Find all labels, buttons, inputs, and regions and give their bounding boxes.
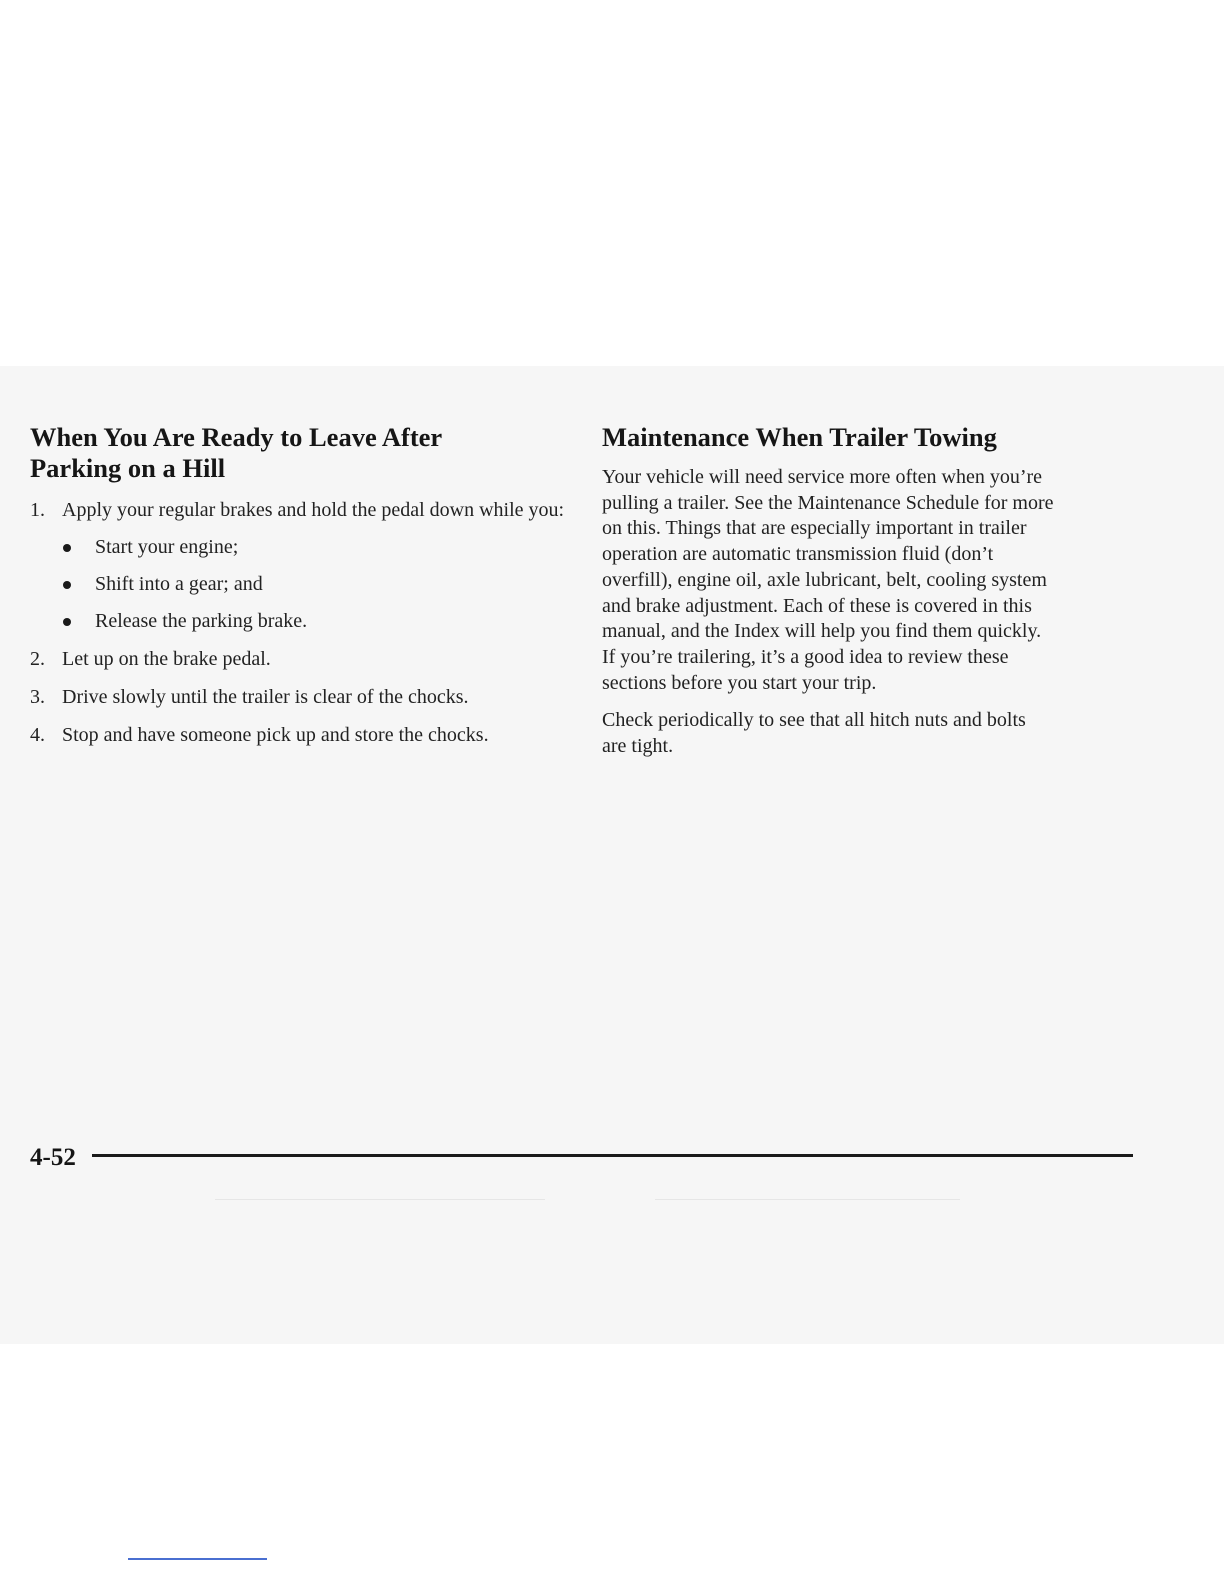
faint-divider	[655, 1199, 960, 1200]
step-text: Drive slowly until the trailer is clear of the chocks.	[62, 686, 469, 708]
paragraph-line: are tight.	[602, 735, 674, 758]
bullet-icon	[63, 544, 71, 552]
paragraph-line: overfill), engine oil, axle lubricant, belt, cooling system	[602, 568, 1047, 591]
bullet-icon	[63, 581, 71, 589]
step-number: 3.	[30, 686, 45, 708]
step-item	[30, 647, 570, 672]
footer-divider	[92, 1154, 1133, 1157]
section-heading-maintenance: Maintenance When Trailer Towing	[602, 422, 997, 452]
section-heading-leave-hill	[30, 422, 570, 484]
step-text: Stop and have someone pick up and store the chocks.	[62, 724, 489, 746]
maintenance-paragraph	[602, 465, 1142, 696]
paragraph-line: operation are automatic transmission fluid (don’t	[602, 543, 994, 566]
paragraph-line: sections before you start your trip.	[602, 671, 877, 694]
faint-divider	[215, 1199, 545, 1200]
bullet-list	[62, 535, 570, 634]
bullet-item	[62, 609, 570, 634]
step-item	[30, 723, 570, 748]
bullet-text: Start your engine;	[95, 536, 239, 558]
paragraph-line: and brake adjustment. Each of these is covered in this	[602, 594, 1032, 617]
heading-line-2: Parking on a Hill	[30, 453, 226, 483]
step-text: Apply your regular brakes and hold the pedal down while you:	[62, 499, 565, 521]
left-column	[30, 422, 570, 761]
page-number: 4-52	[30, 1144, 76, 1171]
paragraph-line: pulling a trailer. See the Maintenance Schedule for more	[602, 491, 1054, 514]
bullet-item	[62, 535, 570, 560]
step-number: 1.	[30, 499, 45, 521]
hitch-check-paragraph	[602, 708, 1142, 759]
paragraph-line: If you’re trailering, it’s a good idea to review these	[602, 645, 1009, 668]
paragraph-line: Your vehicle will need service more often when you’re	[602, 466, 1043, 488]
bullet-item	[62, 572, 570, 597]
step-number: 4.	[30, 724, 45, 746]
paragraph-line: on this. Things that are especially important in trailer	[602, 517, 1027, 540]
paragraph-line: manual, and the Index will help you find them quickly.	[602, 620, 1042, 643]
step-number: 2.	[30, 648, 45, 670]
link-underline[interactable]	[128, 1558, 267, 1560]
paragraph-line: Check periodically to see that all hitch nuts and bolts	[602, 709, 1026, 732]
step-item	[30, 685, 570, 710]
bullet-text: Release the parking brake.	[95, 610, 308, 632]
steps-list	[30, 498, 570, 748]
step-text: Let up on the brake pedal.	[62, 648, 271, 670]
step-item	[30, 498, 570, 634]
bullet-text: Shift into a gear; and	[95, 573, 263, 595]
bullet-icon	[63, 618, 71, 626]
right-column	[602, 422, 1142, 772]
heading-line-1: When You Are Ready to Leave After	[30, 422, 443, 452]
